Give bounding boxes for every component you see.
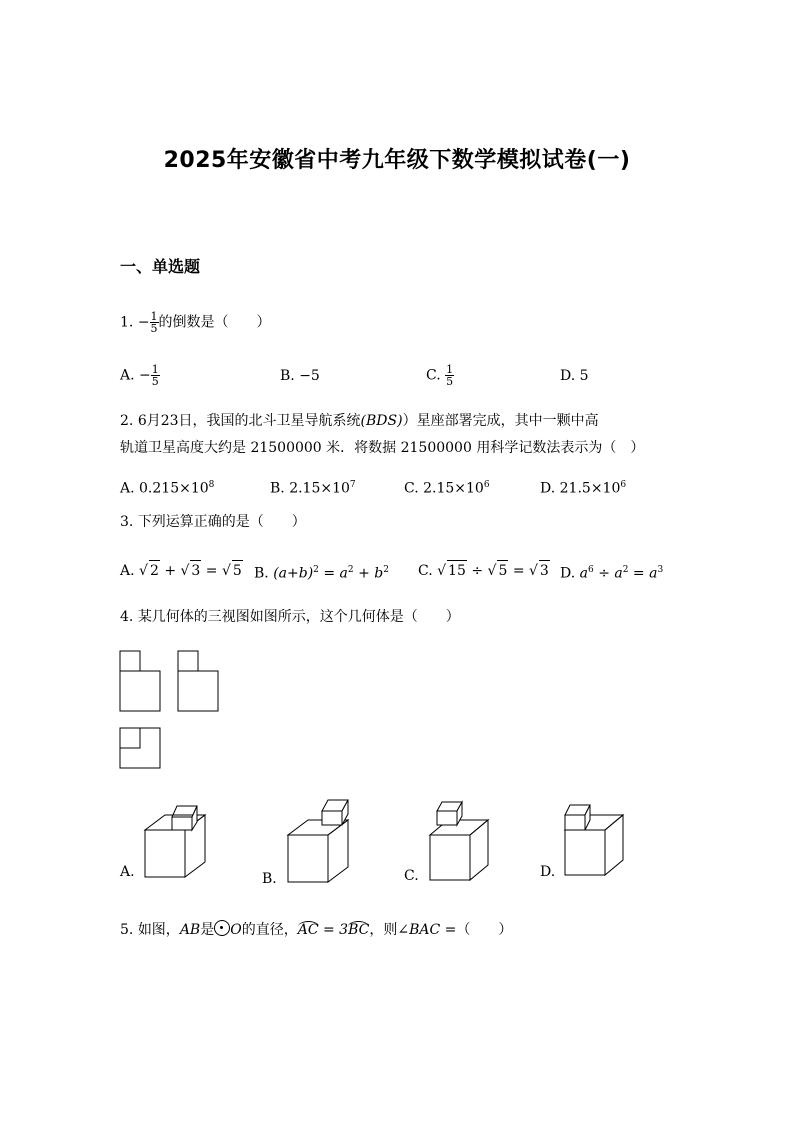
option-label: B. [254, 565, 269, 582]
option-value: 2.15×10 [423, 480, 484, 497]
radicand: 3 [539, 560, 550, 581]
math-expression: ÷ a [598, 565, 623, 582]
radicand: 15 [447, 560, 467, 581]
math-expression: + b [358, 565, 384, 582]
math-expression: = 3 [322, 922, 349, 938]
question-text: ，则∠ [369, 922, 410, 938]
radicand: 3 [190, 560, 201, 581]
math-expression: = a [632, 565, 658, 582]
question-text: ）星座部署完成，其中一颗中高 [402, 413, 599, 429]
exponent: 6 [483, 480, 490, 490]
option-label: B. [280, 368, 295, 384]
fraction-denominator: 5 [150, 322, 158, 335]
question-5 [120, 920, 512, 940]
exponent: 6 [620, 480, 627, 490]
option-label: C. [418, 563, 433, 579]
question-text: =（ ） [444, 922, 513, 938]
solid-a [145, 806, 205, 877]
option-value: 5 [579, 368, 589, 384]
option-value: 21.5×10 [559, 480, 621, 497]
option-c[interactable]: C. √ 15 ÷ √ 5 = √ 3 [418, 560, 550, 581]
solid-d [565, 805, 623, 875]
question-text: 某几何体的三视图如图所示，这个几何体是（ ） [137, 609, 460, 625]
math-expression: (BDS) [360, 413, 403, 429]
radicand: 5 [232, 560, 243, 581]
question-number: 1. [120, 314, 134, 331]
operator: = [205, 563, 218, 579]
radicand: 5 [497, 560, 508, 581]
fraction-denominator: 5 [446, 375, 454, 388]
question-number: 4. [120, 609, 134, 625]
exponent: 2 [313, 565, 319, 575]
option-label: A. [120, 480, 135, 497]
side-view [178, 651, 218, 711]
option-a[interactable]: A. [120, 864, 135, 880]
option-label: D. [560, 368, 576, 384]
circle-dot-icon [214, 920, 230, 936]
arc-expression: AC [297, 922, 319, 938]
solid-b [288, 800, 348, 882]
option-label: C. [426, 367, 441, 384]
operator: = [512, 563, 525, 579]
question-text: 是 [200, 922, 215, 938]
option-d[interactable]: D. [540, 864, 556, 880]
question-number: 3. [120, 514, 134, 530]
math-expression: O [230, 922, 242, 938]
option-value: 2.15×10 [289, 480, 350, 497]
question-text: 的倒数是（ ） [158, 314, 271, 331]
option-label: D. [540, 480, 556, 497]
fraction-numerator: 1 [150, 310, 158, 323]
math-expression: BAC [409, 922, 441, 938]
option-label: A. [120, 367, 135, 384]
operator: + [164, 563, 177, 579]
option-c[interactable]: C. [404, 868, 419, 884]
question-text: 的直径， [241, 922, 298, 938]
math-expression: = a [323, 565, 348, 582]
option-label: B. [270, 480, 285, 497]
front-view [120, 651, 160, 711]
question-number: 2. [120, 413, 134, 429]
option-value: −5 [299, 368, 320, 384]
exponent: 8 [208, 480, 215, 490]
arc-expression: BC [348, 922, 370, 938]
question-text: 6月23日，我国的北斗卫星导航系统 [137, 413, 361, 429]
neg-sign: − [139, 367, 151, 384]
question-2-line-2: 轨道卫星高度大约是 21500000 米．将数据 21500000 用科学记数法表示为（ ） [120, 440, 645, 456]
exponent: 2 [347, 565, 354, 575]
exponent: 2 [622, 565, 629, 575]
neg-sign: − [137, 314, 150, 331]
fraction-denominator: 5 [151, 375, 159, 388]
option-label: D. [560, 565, 576, 582]
math-expression: (a+b) [273, 565, 314, 582]
question-number: 5. [120, 922, 134, 938]
math-expression: AB [179, 922, 201, 938]
fraction-numerator: 1 [151, 363, 159, 376]
exponent: 7 [349, 480, 356, 490]
fraction-numerator: 1 [446, 363, 454, 376]
question-text: 下列运算正确的是（ ） [137, 514, 306, 530]
exponent: 3 [657, 565, 664, 575]
option-value: 0.215×10 [139, 480, 209, 497]
page-title: 2025年安徽省中考九年级下数学模拟试卷(一) [163, 148, 631, 173]
radicand: 2 [149, 560, 160, 581]
option-label: C. [404, 480, 419, 497]
math-expression: a [579, 565, 588, 582]
question-text: 如图， [137, 922, 180, 938]
section-heading: 一、单选题 [120, 257, 201, 276]
option-b[interactable]: B. [262, 871, 277, 887]
exponent: 2 [383, 565, 389, 575]
exponent: 6 [588, 565, 594, 575]
solid-c [430, 802, 488, 880]
option-label: A. [120, 563, 135, 579]
top-view [120, 728, 160, 768]
operator: ÷ [471, 563, 484, 579]
option-a[interactable]: A. √ 2 + √ 3 = √ 5 [120, 560, 243, 581]
